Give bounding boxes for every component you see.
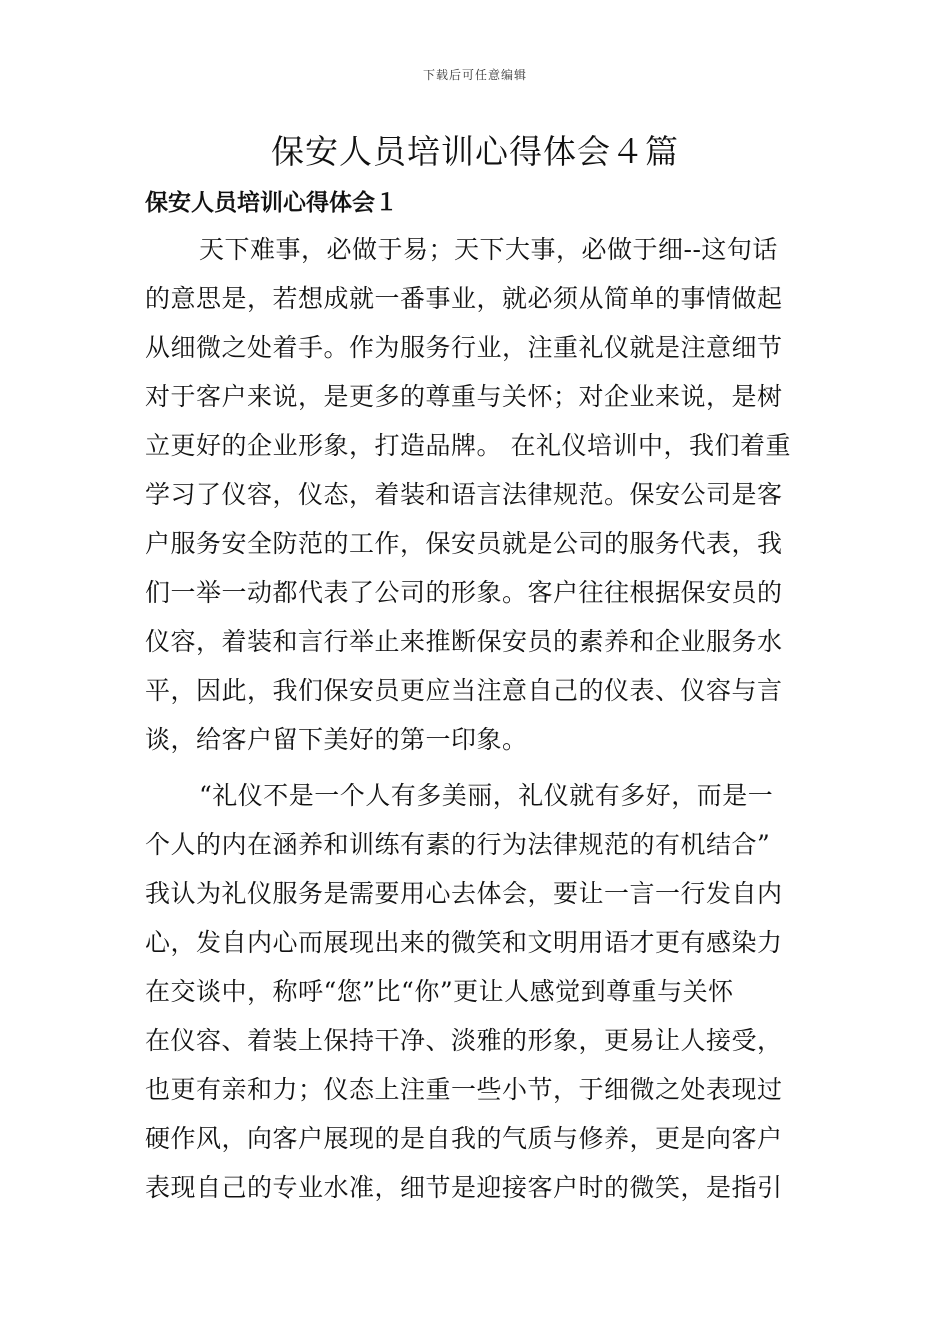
section-heading: 保安人员培训心得体会１ [145,189,398,216]
paragraph-line: “礼仪不是一个人有多美丽，礼仪就有多好，而是一 [199,781,774,810]
paragraph-line: 们一举一动都代表了公司的形象。客户往往根据保安员的 [145,578,783,607]
paragraph-line: 心，发自内心而展现出来的微笑和文明用语才更有感染力 [145,928,783,957]
document-title: 保安人员培训心得体会４篇 [271,132,679,171]
paragraph-line: 谈，给客户留下美好的第一印象。 [145,725,528,754]
paragraph-line: 我认为礼仪服务是需要用心去体会，要让一言一行发自内 [145,879,783,908]
paragraph-line: 立更好的企业形象，打造品牌。 在礼仪培训中，我们着重 [145,431,791,460]
paragraph-line: 平，因此，我们保安员更应当注意自己的仪表、仪容与言 [145,676,783,705]
paragraph-line: 学习了仪容，仪态，着装和语言法律规范。保安公司是客 [145,480,783,509]
header-note: 下载后可任意编辑 [422,68,527,82]
paragraph-line: 对于客户来说，是更多的尊重与关怀；对企业来说，是树 [145,382,783,411]
paragraph-line: 在交谈中，称呼“您”比“你”更让人感觉到尊重与关怀 [145,977,734,1006]
paragraph-line: 个人的内在涵养和训练有素的行为法律规范的有机结合” [145,830,771,859]
paragraph-1 [145,225,810,764]
paragraph-line: 从细微之处着手。作为服务行业，注重礼仪就是注意细节 [145,333,783,362]
paragraph-line: 表现自己的专业水准，细节是迎接客户时的微笑，是指引 [145,1173,783,1202]
paragraph-line: 的意思是，若想成就一番事业，就必须从简单的事情做起 [145,284,783,313]
paragraph-2 [145,771,810,1212]
paragraph-line: 天下难事，必做于易；天下大事，必做于细--这句话 [199,235,778,264]
paragraph-line: 仪容，着装和言行举止来推断保安员的素养和企业服务水 [145,627,783,656]
paragraph-line: 也更有亲和力；仪态上注重一些小节，于细微之处表现过 [145,1075,783,1104]
paragraph-line: 户服务安全防范的工作，保安员就是公司的服务代表，我 [145,529,783,558]
paragraph-line: 在仪容、着装上保持干净、淡雅的形象，更易让人接受， [145,1026,783,1055]
paragraph-line: 硬作风，向客户展现的是自我的气质与修养，更是向客户 [145,1124,783,1153]
